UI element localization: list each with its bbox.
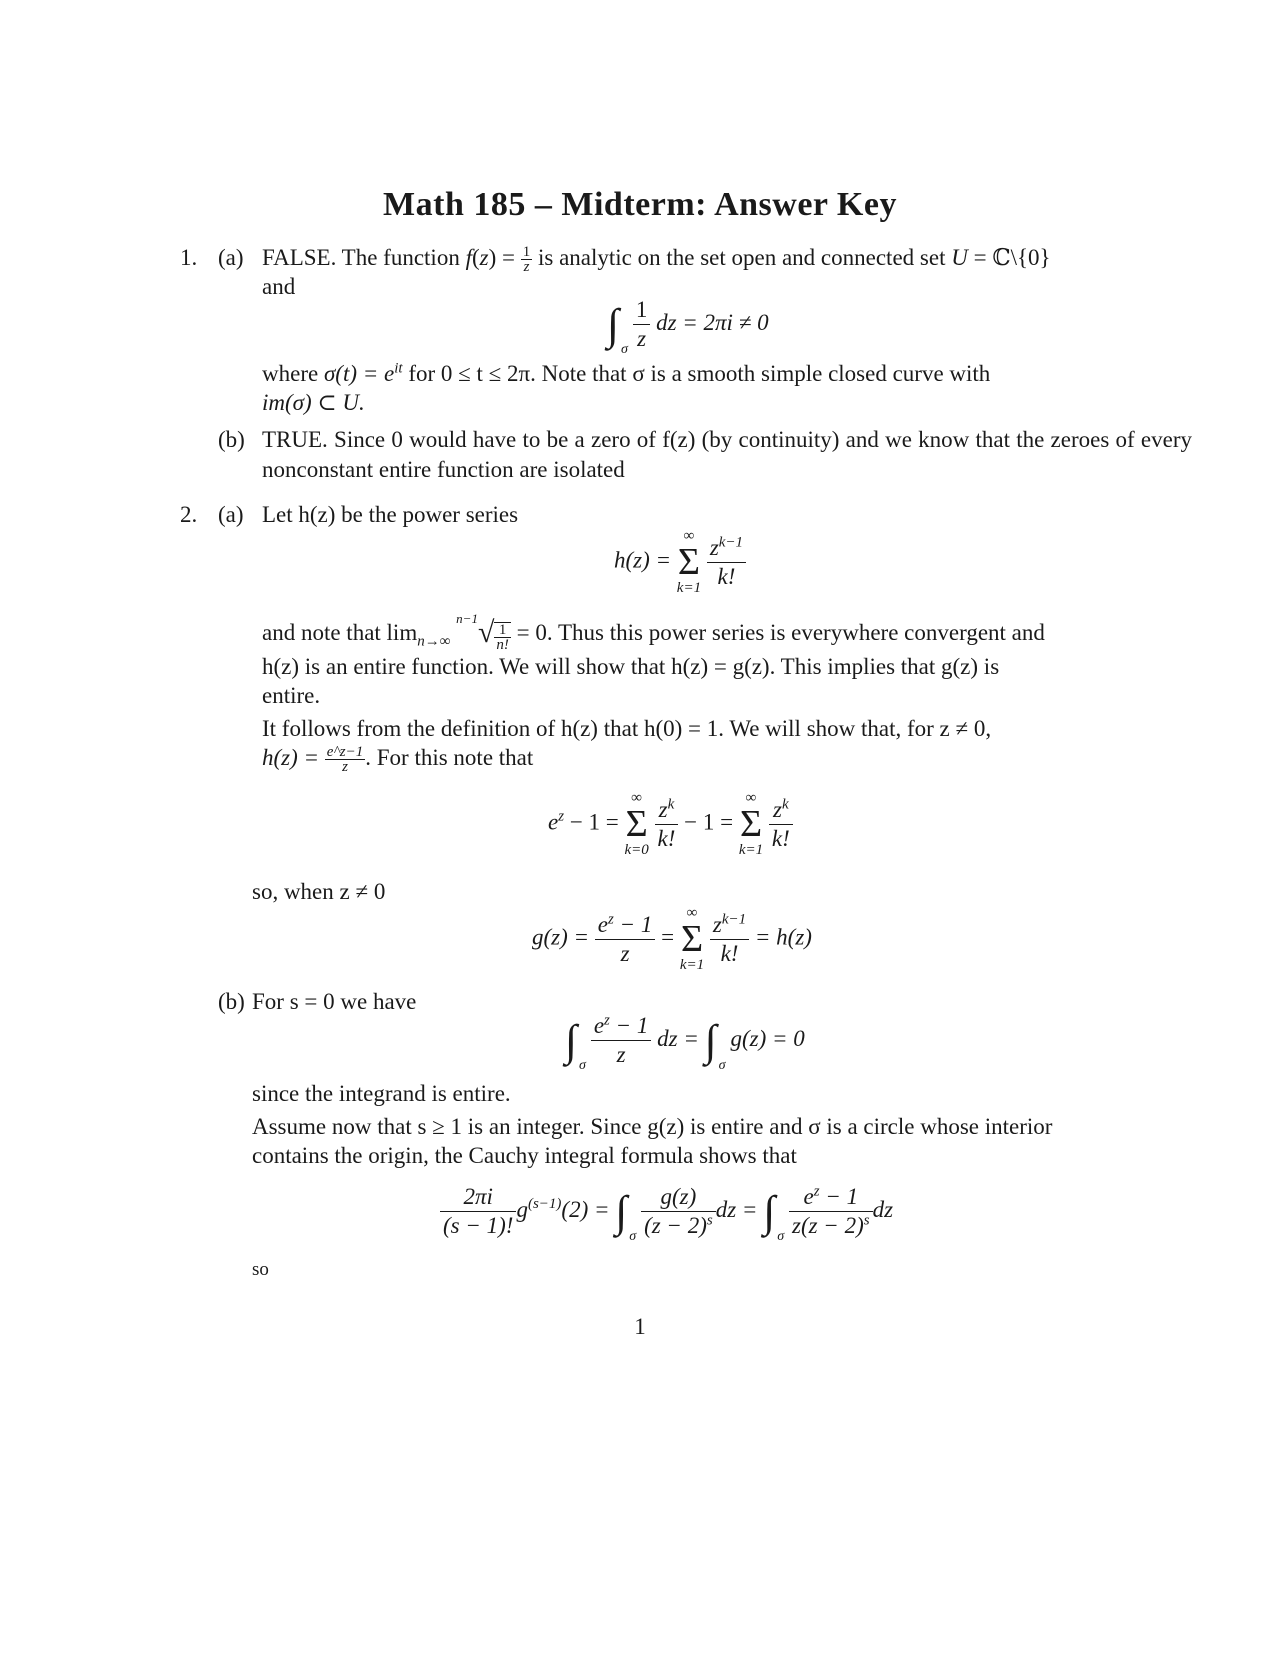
summation: ∞ Σ k=0: [624, 790, 649, 858]
page-number: 1: [634, 1314, 646, 1339]
nth-root: $^{n-1}$√ $\frac{1}{n!}$: [456, 611, 509, 653]
so-when-text: so, when z ≠ 0: [252, 879, 386, 904]
q2a-intro: Let h(z) be the power series: [262, 502, 519, 527]
g-fraction: $\frac{e^z - 1}{z}$: [595, 911, 656, 968]
q2a-line3: entire.: [262, 683, 321, 708]
q2a-limit-line: and note that $\lim_{n\to\infty} ^{n-1}√$ $\frac{1}{n!}$ = 0. Thus this power series is everywhere convergent and: [262, 611, 1045, 653]
integrand-fraction: $\frac{e^z - 1}{z}$: [591, 1012, 652, 1069]
h-definition: h(z) = ∞ Σ k=1 $\frac{z^{k-1}}{k!}$: [614, 528, 746, 596]
integral-sign: ∫ σ: [565, 1015, 586, 1073]
summation: ∞ Σ k=1: [738, 790, 764, 858]
cauchy-formula: $\frac{2\pi i}{(s - 1)!}$ $g^{(s-1)}(2)$ = ∫ σ $\frac{g(z)}{(z - 2)^s}$ dz = ∫ σ $\frac{e^z - 1}{z(z - 2)^s}$ dz: [440, 1183, 893, 1240]
summation: ∞ Σ k=1: [676, 528, 702, 596]
q1b-text: TRUE. Since 0 would have to be a zero of f(z) (by continuity) and we know that the zeroes of every nonconstant entire function are isolated: [262, 427, 1192, 482]
part-label: (b): [218, 989, 245, 1014]
exp-series: $e^z - 1$ = ∞ Σ k=0 $\frac{z^k}{k!}$ − 1 = ∞ Σ k=1 $\frac{z^k}{k!}$: [548, 790, 793, 858]
cauchy-integrand-2: $\frac{e^z - 1}{z(z - 2)^s}$: [789, 1183, 873, 1240]
integral-sign: ∫ σ: [615, 1186, 637, 1244]
q2b-intro: For s = 0 we have: [252, 989, 417, 1014]
g-term: $\frac{z^{k-1}}{k!}$: [710, 911, 749, 968]
question-number: 1.: [180, 245, 198, 270]
one-over-z-fraction: $\frac{1}{z}$: [633, 296, 651, 353]
question-number: 2.: [180, 502, 198, 527]
integral-zero: ∫ σ $\frac{e^z - 1}{z}$ dz = ∫ σ g(z) = 0: [565, 1012, 805, 1073]
part-label: (b): [218, 427, 245, 452]
h-term-fraction: $\frac{z^{k-1}}{k!}$: [707, 534, 746, 591]
so-text: so: [252, 1259, 269, 1280]
exp-term: $\frac{z^k}{k!}$: [769, 796, 793, 853]
q1a-line1: FALSE. The function f(z) = $\frac{1}{z}$ is analytic on the set open and connected set U = ℂ\{0}: [262, 244, 1051, 276]
q1a-im-line: im(σ) ⊂ U.: [262, 390, 365, 415]
exp-term: $\frac{z^k}{k!}$: [655, 796, 679, 853]
integral-equation: ∫ σ $\frac{1}{z}$ dz = 2πi ≠ 0: [607, 297, 769, 357]
summation: ∞ Σ k=1: [679, 905, 705, 973]
q1a-and: and: [262, 274, 296, 299]
cauchy-integrand: $\frac{g(z)}{(z - 2)^s}$: [641, 1183, 716, 1240]
since-text: since the integrand is entire.: [252, 1081, 511, 1106]
q2a-follows1: It follows from the definition of h(z) that h(0) = 1. We will show that, for z ≠ 0,: [262, 716, 992, 741]
cauchy-coefficient: $\frac{2\pi i}{(s - 1)!}$: [440, 1183, 516, 1240]
part-label: (a): [218, 502, 244, 527]
g-equation: g(z) = $\frac{e^z - 1}{z}$ = ∞ Σ k=1 $\frac{z^{k-1}}{k!}$ = h(z): [532, 905, 812, 973]
assume-line1: Assume now that s ≥ 1 is an integer. Since g(z) is entire and σ is a circle whose interior: [252, 1114, 1053, 1139]
integral-sign: ∫ σ: [763, 1186, 785, 1244]
q1a-where-line: where $\sigma(t) = e^{it}$ for 0 ≤ t ≤ 2π. Note that σ is a smooth simple closed curve with: [262, 360, 991, 386]
page-title: Math 185 – Midterm: Answer Key: [383, 186, 897, 223]
assume-line2: contains the origin, the Cauchy integral formula shows that: [252, 1143, 797, 1168]
part-label: (a): [218, 245, 244, 270]
q2a-line2: h(z) is an entire function. We will show that h(z) = g(z). This implies that g(z) is: [262, 654, 1000, 679]
one-over-z: $\frac{1}{z}$: [522, 244, 531, 276]
ez-minus-one-over-z: $\frac{e\^{}z-1}{z}$: [326, 744, 364, 776]
integral-sign: ∫ σ: [607, 299, 628, 357]
q2a-follows2: h(z) = $\frac{e\^{}z-1}{z}$ . For this note that: [262, 744, 534, 776]
integral-sign: ∫ σ: [704, 1015, 726, 1073]
